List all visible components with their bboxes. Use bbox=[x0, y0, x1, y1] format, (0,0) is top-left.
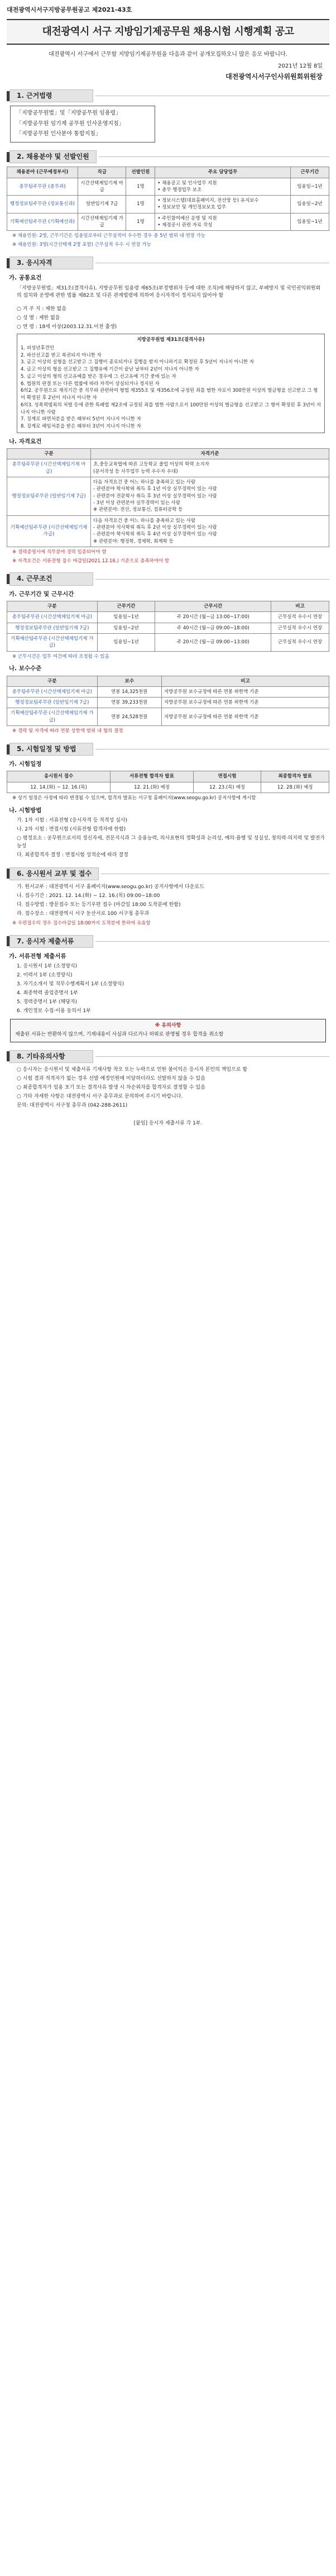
work-hours-table bbox=[7, 601, 329, 652]
exam-item: 다. 최종합격자 결정 : 면접시험 성적순에 따라 결정 bbox=[17, 852, 128, 858]
sub-title: 가. 시험일정 bbox=[9, 761, 42, 768]
etc-item: ○ 최종합격자가 임용 포기 또는 결격사유 발생 시 차순위자를 합격자로 결정할 수 있음 bbox=[17, 1085, 205, 1091]
section-title: 2. 채용분야 및 선발인원 bbox=[9, 150, 97, 163]
col-header: 비고 bbox=[161, 676, 329, 686]
sub-title: 나. 자격요건 bbox=[9, 438, 42, 445]
col-header: 채용분야 (근무예정부서) bbox=[7, 167, 78, 178]
box-title: ※ 유의사항 bbox=[155, 1022, 181, 1028]
col-header: 근무기간 bbox=[97, 601, 155, 612]
docs-caution-box bbox=[10, 1019, 326, 1042]
law-list bbox=[10, 106, 155, 143]
apply-item: 다. 접수방법 : 방문접수 또는 등기우편 접수 (마감일 18:00 도착분에 한함) bbox=[17, 902, 181, 908]
req-item: ○ 연 령 : 18세 이상(2003.12.31.이전 출생) bbox=[17, 324, 117, 330]
apply-item: 가. 원서교부 : 대전광역시 서구 홈페이지(www.seogu.go.kr) 공지사항에서 다운로드 bbox=[17, 884, 204, 890]
etc-item: ○ 기타 자세한 사항은 대전광역시 서구 총무과로 문의하여 주시기 바랍니다. bbox=[17, 1093, 183, 1099]
table-row: 기획예산팀주무관 (기획예산과) 시간선택제임기제 가급 1명 • 주민참여예산 운영 및 지원 • 재정공시 관련 자료 작성 임용일~1년 bbox=[7, 213, 329, 231]
box-text: 제출된 서류는 반환하지 않으며, 기재내용이 사실과 다르거나 허위로 판명될 경우 합격을 취소함 bbox=[15, 1031, 224, 1037]
apply-item: 라. 접수장소 : 대전광역시 서구 둔산서로 100 서구청 총무과 bbox=[17, 910, 150, 917]
recruit-note: ※ 채용인원: 3명(시간선택제 2명 포함) 근무실적 우수 시 연장 가능 bbox=[12, 242, 151, 248]
col-header: 구분 bbox=[7, 601, 98, 612]
box-text: 1. 피성년후견인 2. 파산선고를 받고 복권되지 아니한 자 3. 금고 이상의 실형을 선고받고 그 집행이 종료되거나 집행을 받지 아니하기로 확정된 후 5년이 지나지 아니한 자 4. 금고 이상의 형을 선고받고 그 집행유예 기간이 끝난 날부터 2년이 지나지 아니한 자 5. 금고 이상의 형의 선고유예를 받은 경우에 그 선고유예 기간 중에 있는 자 6. 법원의 판결 또는 다른 법률에 따라 자격이 상실되거나 정지된 자 6의2. 공무원으로 재직기간 중 직무와 관련하여 형법 제355조 및 제356조에 규정된 죄를 범한 자로서 300만원 이상의 벌금형을 선고받고 그 형이 확정된 후 2년이 지나지 아니한 자 6의3. 성폭력범죄의 처벌 등에 관한 특례법 제2조에 규정된 죄를 범한 사람으로서 100만원 이상의 벌금형을 선고받고 그 형이 확정된 후 3년이 지나지 아니한 사람 7. 징계로 파면처분을 받은 때부터 5년이 지나지 아니한 자 8. 징계로 해임처분을 받은 때부터 3년이 지나지 아니한 자 bbox=[21, 345, 321, 430]
req-item: ○ 거 주 지 : 제한 없음 bbox=[17, 306, 66, 312]
section-title: 7. 응시자 제출서류 bbox=[9, 935, 93, 948]
qual-note: ※ 자격요건은 서류전형 접수 마감일(2021.12.16.) 기준으로 충족하여야 함 bbox=[12, 558, 170, 564]
section-header-laws bbox=[7, 89, 329, 102]
col-header: 근무시간 bbox=[155, 601, 271, 612]
table-row: 총무팀주무관 (시간선택제임기제 마급) 초․중등교육법에 따른 고등학교 졸업 이상의 학력 소지자 (문서작성 등 사무업무 능력 우수자 우대) bbox=[7, 459, 329, 477]
section-title: 5. 시험일정 및 방법 bbox=[9, 743, 93, 756]
qual-note: ※ 경력증명서에 직무분야 경력 입증되어야 함 bbox=[12, 549, 107, 555]
law-item: 「지방공무원법」및「지방공무원 임용령」 bbox=[16, 110, 122, 117]
etc-item: ○ 시험 결과 적격자가 없는 경우 선발 예정인원에 미달하더라도 선발하지 않을 수 있음 bbox=[17, 1076, 205, 1082]
col-header: 직급 bbox=[78, 167, 126, 178]
issuing-org: 대전광역시서구인사위원회위원장 bbox=[225, 72, 323, 80]
section-header-work bbox=[7, 572, 329, 585]
table-row: 총무팀주무관 (시간선택제임기제 마급) 연봉 14,325천원 지방공무원 보수규정에 따른 연봉 하한액 기준 bbox=[7, 686, 329, 697]
col-header: 응시원서 접수 bbox=[7, 771, 111, 782]
section-header-schedule bbox=[7, 743, 329, 756]
qual-common-text: 「지방공무원법」제31조(결격사유), 지방공무원 임용령 제65조(부정행위자 등에 대한 조치)에 해당하지 않고, 부패방지 및 국민권익위원회의 설치와 운영에 관한 법률 제82조 및 다른 관계법령에 의하여 응시자격이 정지되지 않아야 함 bbox=[17, 285, 321, 299]
sub-title: 가. 서류전형 제출서류 bbox=[9, 953, 66, 960]
table-row: 12. 14.(화) ~ 12. 16.(목) 12. 21.(화) 예정 12. 23.(목) 예정 12. 28.(화) 예정 bbox=[7, 782, 329, 793]
table-row: 행정정보팀주무관 (일반임기제 7급) 임용일~2년 주 40시간 (월~금 09:00~18:00) 근무실적 우수시 연장 bbox=[7, 623, 329, 633]
qualification-table bbox=[7, 448, 329, 547]
table-row: 총무팀주무관 (시간선택제임기제 마급) 임용일~1년 주 20시간 (월~금 13:00~17:00) 근무실적 우수시 연장 bbox=[7, 612, 329, 623]
doc-item: 5. 경력증명서 1부 (해당자) bbox=[17, 999, 78, 1005]
box-title: 지방공무원법 제31조(결격사유) bbox=[137, 337, 205, 343]
section-title: 3. 응시자격 bbox=[9, 257, 93, 269]
pay-note: ※ 경력 및 자격에 따라 연봉 상한액 범위 내 협의 결정 bbox=[12, 728, 123, 734]
exam-item: 가. 1차 시험 : 서류전형 (응시자격 등 적격성 심사) bbox=[17, 818, 128, 824]
table-row: 기획예산팀주무관 (시간선택제임기제 가급) 연봉 24,528천원 지방공무원 보수규정에 따른 연봉 하한액 기준 bbox=[7, 708, 329, 726]
doc-item: 4. 최종학력 졸업증명서 1부 bbox=[17, 990, 78, 997]
sub-title: 나. 보수수준 bbox=[9, 665, 42, 672]
pay-table bbox=[7, 676, 329, 727]
footer-attachment: [붙임] 응시자 제출서류 각 1부. bbox=[133, 1120, 203, 1126]
apply-note: ※ 우편접수의 경우 접수마감일 18:00까지 도착분에 한하여 유효함 bbox=[12, 920, 151, 926]
doc-item: 3. 자기소개서 및 직무수행계획서 1부 (소정양식) bbox=[17, 981, 124, 988]
document-number: 대전광역시서구지방공무원공고 제2021-43호 bbox=[7, 6, 132, 13]
req-item: ○ 성 별 : 제한 없음 bbox=[17, 315, 60, 321]
col-header: 비고 bbox=[271, 601, 329, 612]
page-title: 대전광역시 서구 지방임기제공무원 채용시험 시행계획 공고 bbox=[7, 19, 329, 45]
col-header: 서류전형 합격자 발표 bbox=[111, 771, 194, 782]
sub-title: 나. 시험방법 bbox=[9, 807, 42, 814]
section-header-recruit bbox=[7, 150, 329, 163]
table-row: 기획예산팀주무관 (시간선택제임기제 가급) 다음 자격요건 중 어느 하나를 충족하고 있는 사람 - 관련분야 석사학위 취득 후 2년 이상 실무경력이 있는 사람 - 관련분야 학사학위 취득 후 4년 이상 실무경력이 있는 사람 ※ 관련분야: 행정학, 경제학, 회계학 등 bbox=[7, 515, 329, 547]
table-row: 행정정보팀주무관 (일반임기제 7급) 다음 자격요건 중 어느 하나를 충족하고 있는 사람 - 관련분야 학사학위 취득 후 1년 이상 실무경력이 있는 사람 - 관련분야 전문학사 취득 후 3년 이상 실무경력이 있는 사람 - 3년 이상 관련분야 실무경력이 있는 사람 ※ 관련분야: 전산, 정보통신, 컴퓨터공학 등 bbox=[7, 477, 329, 516]
apply-item: 나. 접수기간 : 2021. 12. 14.(화) ~ 12. 16.(목) 09:00~18:00 bbox=[17, 893, 160, 899]
table-row: 기획예산팀주무관 (시간선택제임기제 가급) 임용일~1년 주 20시간 (월~금 09:00~13:00) 근무실적 우수시 연장 bbox=[7, 633, 329, 651]
table-row: 총무팀주무관 (총무과) 시간선택제임기제 마급 1명 • 채용공고 및 인사업무 지원 • 총무 행정업무 보조 임용일~1년 bbox=[7, 178, 329, 196]
col-header: 면접시험 bbox=[193, 771, 261, 782]
col-header: 자격기준 bbox=[91, 449, 329, 459]
schedule-table bbox=[7, 771, 329, 793]
exam-item: 나. 2차 시험 : 면접시험 (서류전형 합격자에 한함) bbox=[17, 827, 126, 832]
section-title: 6. 응시원서 교부 및 접수 bbox=[9, 867, 99, 880]
doc-item: 6. 개인정보 수집·이용 동의서 1부 bbox=[17, 1008, 91, 1014]
exam-item: ○ 평정요소 : 공무원으로서의 정신자세, 전문지식과 그 응용능력, 의사표현의 정확성과 논리성, 예의·품행 및 성실성, 창의력·의지력 및 발전가능성 bbox=[17, 835, 325, 849]
table-row: 행정정보팀주무관 (일반임기제 7급) 연봉 39,233천원 지방공무원 보수규정에 따른 연봉 하한액 기준 bbox=[7, 698, 329, 708]
recruit-table bbox=[7, 167, 329, 231]
section-header-apply bbox=[7, 867, 329, 880]
intro-text: 대전광역시 서구에서 근무할 지방임기제공무원을 다음과 같이 공개모집하오니 많은 응모 바랍니다. bbox=[49, 51, 287, 58]
section-header-docs bbox=[7, 935, 329, 948]
section-title: 4. 근무조건 bbox=[9, 572, 93, 585]
col-header: 최종합격자 발표 bbox=[261, 771, 329, 782]
doc-item: 1. 응시원서 1부 (소정양식) bbox=[17, 964, 78, 970]
law-item: 「지방공무원 인사분야 통합지침」 bbox=[16, 131, 101, 137]
section-header-qualification bbox=[7, 257, 329, 269]
col-header: 구분 bbox=[7, 676, 98, 686]
sub-title: 가. 공통요건 bbox=[9, 274, 42, 282]
table-row: 행정정보팀주무관 (정보통신과) 일반임기제 7급 1명 • 정보시스템(대표홈페이지, 전산망 등) 유지보수 • 정보보안 및 개인정보보호 업무 임용일~2년 bbox=[7, 196, 329, 214]
section-title: 8. 기타유의사항 bbox=[9, 1050, 93, 1063]
col-header: 선발인원 bbox=[126, 167, 155, 178]
section-header-etc bbox=[7, 1050, 329, 1063]
contact-info: 문의: 대전광역시 서구청 총무과 (042-288-2611) bbox=[17, 1102, 128, 1108]
doc-item: 2. 이력서 1부 (소정양식) bbox=[17, 972, 73, 979]
col-header: 주요 담당업무 bbox=[155, 167, 290, 178]
notice-date: 2021년 12월 8일 bbox=[278, 63, 323, 70]
schedule-note: ※ 상기 일정은 사정에 따라 변경될 수 있으며, 합격자 발표는 서구청 홈페이지(www.seogu.go.kr) 공지사항에 게시함 bbox=[12, 795, 256, 801]
section-title: 1. 근거법령 bbox=[9, 89, 93, 102]
col-header: 근무기간 bbox=[290, 167, 329, 178]
etc-item: ○ 응시자는 응시원서 및 제출서류 기재사항 착오 또는 누락으로 인한 불이익은 응시자 본인의 책임으로 함 bbox=[17, 1067, 248, 1073]
work-note: ※ 근무시간은 업무 여건에 따라 조정될 수 있음 bbox=[12, 653, 109, 660]
col-header: 구분 bbox=[7, 449, 91, 459]
law-item: 「지방공무원 임기제 공무원 인사운영지침」 bbox=[16, 120, 124, 127]
recruit-note: ※ 채용인원: 2명, 근무기간은 임용일로부터 근무실적이 우수한 경우 총 5년 범위 내 연장 가능 bbox=[12, 233, 206, 239]
page bbox=[0, 0, 336, 1144]
col-header: 보수 bbox=[97, 676, 161, 686]
sub-title: 가. 근무기간 및 근무시간 bbox=[9, 590, 74, 597]
disqualification-box bbox=[17, 334, 325, 433]
